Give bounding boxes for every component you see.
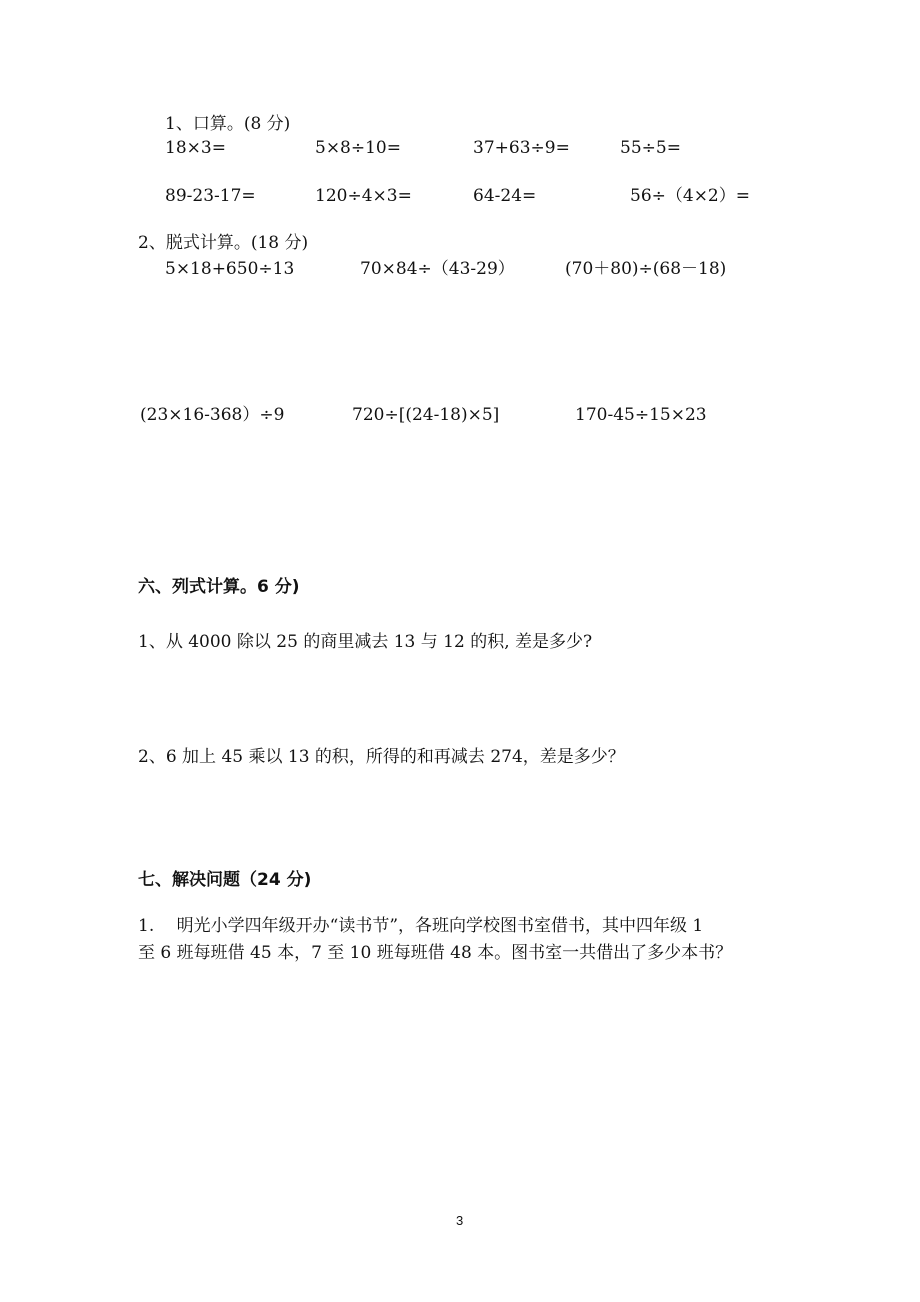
stepwise-problem: (23×16-368）÷9 <box>140 405 285 425</box>
section6-heading: 六、列式计算。6 分) <box>138 577 300 597</box>
oral-problem: 56÷（4×2）= <box>630 186 750 206</box>
stepwise-problem: 5×18+650÷13 <box>165 259 295 279</box>
stepwise-problem: 70×84÷（43-29） <box>360 259 515 279</box>
section7-question-1-line-1: 1. 明光小学四年级开办“读书节”，各班向学校图书室借书，其中四年级 1 <box>138 916 704 936</box>
oral-problem: 18×3= <box>165 138 226 158</box>
oral-problem: 5×8÷10= <box>315 138 401 158</box>
oral-problem: 89-23-17= <box>165 186 256 206</box>
section6-question-2: 2、6 加上 45 乘以 13 的积，所得的和再减去 274，差是多少？ <box>138 747 625 767</box>
stepwise-heading: 2、脱式计算。(18 分) <box>138 233 309 253</box>
stepwise-problem: 720÷[(24-18)×5] <box>352 405 500 425</box>
oral-problem: 120÷4×3= <box>315 186 412 206</box>
oral-calc-heading: 1、口算。(8 分) <box>165 114 291 134</box>
oral-problem: 37+63÷9= <box>473 138 570 158</box>
oral-problem: 64-24= <box>473 186 537 206</box>
stepwise-problem: 170-45÷15×23 <box>575 405 707 425</box>
section6-question-1: 1、从 4000 除以 25 的商里减去 13 与 12 的积, 差是多少? <box>138 632 593 652</box>
section7-heading: 七、解决问题（24 分) <box>138 870 312 890</box>
stepwise-problem: (70＋80)÷(68－18) <box>565 259 727 279</box>
page-number: 3 <box>456 1213 464 1228</box>
oral-problem: 55÷5= <box>620 138 681 158</box>
section7-question-1-line-2: 至 6 班每班借 45 本，7 至 10 班每班借 48 本。图书室一共借出了多少本书？ <box>138 943 733 963</box>
